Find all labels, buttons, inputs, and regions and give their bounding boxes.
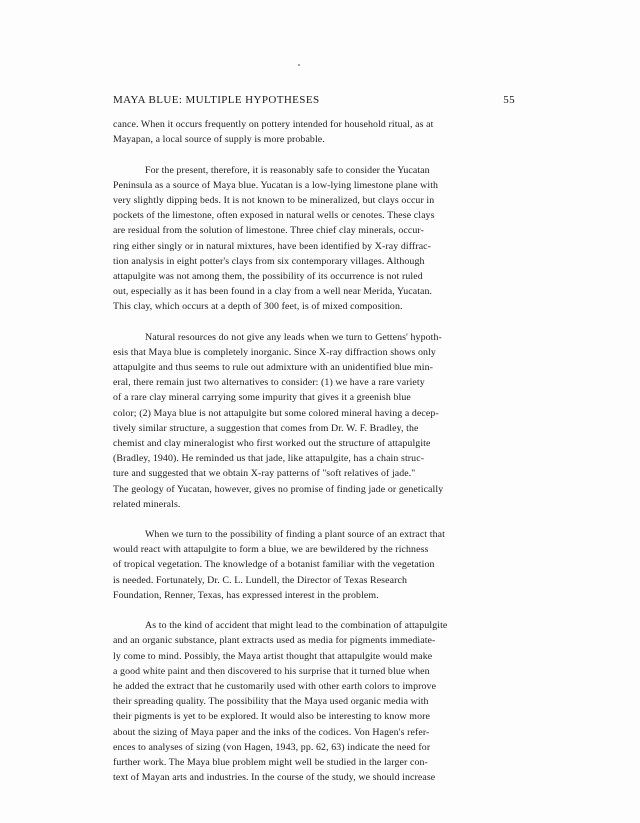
text-line: Foundation, Renner, Texas, has expressed interest in the problem. <box>113 589 379 601</box>
page-number: 55 <box>503 94 515 106</box>
paragraph <box>113 330 520 512</box>
text-line: pockets of the limestone, often exposed in natural wells or cenotes. These clays <box>113 210 435 222</box>
text-line: their spreading quality. The possibility that the Maya used organic media with <box>113 696 429 708</box>
text-line: (Bradley, 1940). He reminded us that jade, like attapulgite, has a chain struc- <box>113 453 425 465</box>
text-line: a good white paint and then discovered to his surprise that it turned blue when <box>113 665 430 677</box>
text-line: Natural resources do not give any leads when we turn to Gettens' hypoth- <box>145 331 442 343</box>
text-line: about the sizing of Maya paper and the inks of the codices. Von Hagen's refer- <box>113 726 430 738</box>
text-line: Mayapan, a local source of supply is more probable. <box>113 134 325 146</box>
running-header <box>113 94 515 106</box>
text-line: For the present, therefore, it is reasonably safe to consider the Yucatan <box>145 164 430 176</box>
text-line: tion analysis in eight potter's clays from six contemporary villages. Although <box>113 255 425 267</box>
text-line: of a rare clay mineral carrying some impurity that gives it a greenish blue <box>113 392 411 404</box>
speck-mark <box>298 64 300 66</box>
text-line: would react with attapulgite to form a blue, we are bewildered by the richness <box>113 544 429 556</box>
text-line: their pigments is yet to be explored. It would also be interesting to know more <box>113 711 430 723</box>
text-line: ences to analyses of sizing (von Hagen, 1943, pp. 62, 63) indicate the need for <box>113 741 431 753</box>
text-line: tively similar structure, a suggestion that comes from Dr. W. F. Bradley, the <box>113 422 419 434</box>
text-line: attapulgite and thus seems to rule out admixture with an unidentified blue min- <box>113 362 433 373</box>
paragraph <box>113 618 520 785</box>
text-line: ring either singly or in natural mixtures, have been identified by X-ray diffrac- <box>113 240 432 252</box>
text-line: The geology of Yucatan, however, gives no promise of finding jade or genetically <box>113 483 444 495</box>
running-title: MAYA BLUE: MULTIPLE HYPOTHESES <box>113 94 320 106</box>
text-line: color; (2) Maya blue is not attapulgite but some colored mineral having a decep- <box>113 407 439 419</box>
text-line: chemist and clay mineralogist who first worked out the structure of attapulgite <box>113 437 431 449</box>
text-line: attapulgite was not among them, the possibility of its occurrence is not ruled <box>113 270 423 282</box>
text-line: related minerals. <box>113 498 181 510</box>
text-line: is needed. Fortunately, Dr. C. L. Lundell, the Director of Texas Research <box>113 574 407 586</box>
paragraph <box>113 117 520 147</box>
text-line: very slightly dipping beds. It is not known to be mineralized, but clays occur in <box>113 194 435 206</box>
text-line: eral, there remain just two alternatives to consider: (1) we have a rare variety <box>113 377 425 389</box>
text-line: esis that Maya blue is completely inorganic. Since X-ray diffraction shows only <box>113 346 436 358</box>
paragraph <box>113 527 520 603</box>
text-line: ly come to mind. Possibly, the Maya artist thought that attapulgite would make <box>113 650 433 662</box>
text-line: of tropical vegetation. The knowledge of a botanist familiar with the vegetation <box>113 559 435 571</box>
paragraph <box>113 163 520 315</box>
text-line: This clay, which occurs at a depth of 300 feet, is of mixed composition. <box>113 301 403 313</box>
text-line: are residual from the solution of limestone. Three chief clay minerals, occur- <box>113 225 424 237</box>
text-line: out, especially as it has been found in a clay from a well near Merida, Yucatan. <box>113 286 433 298</box>
text-line: When we turn to the possibility of finding a plant source of an extract that <box>145 529 445 541</box>
text-line: and an organic substance, plant extracts used as media for pigments immediate- <box>113 635 436 647</box>
text-line: further work. The Maya blue problem might well be studied in the larger con- <box>113 756 428 768</box>
text-line: he added the extract that he customarily used with other earth colors to improve <box>113 680 437 692</box>
text-line: cance. When it occurs frequently on pottery intended for household ritual, as at <box>113 119 434 130</box>
body-text <box>113 117 520 800</box>
text-line: As to the kind of accident that might lead to the combination of attapulgite <box>145 620 448 632</box>
text-line: ture and suggested that we obtain X-ray patterns of ''soft relatives of jade.'' <box>113 468 416 480</box>
text-line: Peninsula as a source of Maya blue. Yucatan is a low-lying limestone plane with <box>113 179 439 191</box>
text-line: text of Mayan arts and industries. In the course of the study, we should increase <box>113 772 436 784</box>
